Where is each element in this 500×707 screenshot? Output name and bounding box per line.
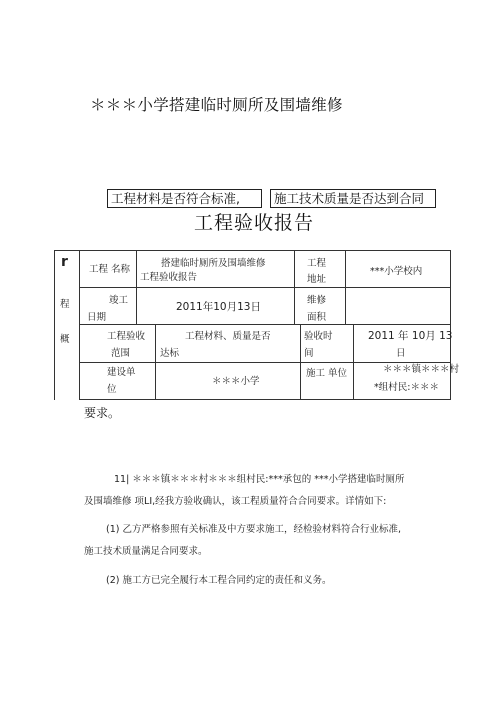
contractor-value-line2: *组村民:＊＊＊ <box>374 382 439 393</box>
repair-area-label-line2: 面积 <box>307 312 327 323</box>
project-address-value: ***小学校内 <box>370 266 423 277</box>
completion-date-label-line1: 竣工 <box>109 295 129 306</box>
project-address-label-line2: 地址 <box>307 274 327 285</box>
project-name-value-line2: 工程验收报告 <box>140 272 198 283</box>
project-name-label: 工程 名称 <box>89 264 131 275</box>
report-title: 工程验收报告 <box>194 212 315 234</box>
requirement-text: 要求。 <box>84 406 121 420</box>
owner-unit-label-line2: 位 <box>107 384 117 395</box>
completion-date-value: 2011年10月13日 <box>176 301 261 313</box>
table-column-divider <box>300 324 301 362</box>
acceptance-time-value-line1: 2011 年 10月 13 <box>368 330 453 342</box>
table-border-left <box>54 250 55 400</box>
acceptance-scope-value-line1: 工程材料、质量是否 <box>185 331 271 342</box>
table-column-divider <box>294 250 295 325</box>
acceptance-time-value-line2: 日 <box>396 348 406 359</box>
acceptance-time-label-line1: 验收时 <box>304 331 333 342</box>
material-standard-box: 工程材料是否符合标准, <box>107 189 262 208</box>
completion-date-label-line2: 日期 <box>87 312 107 323</box>
table-column-divider <box>345 250 346 325</box>
table-border-right <box>450 250 451 400</box>
paragraph-3-line-1: (2) 施工方已完全履行本工程合同约定的责任和义务。 <box>106 575 332 586</box>
table-column-divider <box>79 250 80 400</box>
project-address-label-line1: 工程 <box>307 258 327 269</box>
project-name-value-line1: 搭建临时厕所及围墙维修 <box>161 258 266 269</box>
document-title: ＊＊＊小学搭建临时厕所及围墙维修 <box>90 96 343 114</box>
contractor-value-line1: ＊＊＊镇＊＊＊村 <box>383 364 460 375</box>
table-column-divider <box>300 362 301 400</box>
acceptance-scope-value-line2: 达标 <box>160 348 180 359</box>
table-column-divider <box>155 324 156 362</box>
table-border-top <box>54 250 450 251</box>
side-label-cheng: 程 <box>60 299 70 310</box>
repair-area-label-line1: 维修 <box>307 295 327 306</box>
table-column-divider <box>155 362 156 400</box>
paragraph-1-line-2: 及围墙维修 项LI,经我方验收确认，该工程质量符合合同要求。详情如下: <box>84 496 387 507</box>
table-column-divider <box>353 362 354 400</box>
owner-unit-label-line1: 建设单 <box>107 367 136 378</box>
table-column-divider <box>353 324 354 362</box>
paragraph-1-line-1: 11| ＊＊＊镇＊＊＊村＊＊＊组村民:***承包的 ***小学搭建临时厕所 <box>114 474 405 485</box>
paragraph-2-line-2: 施工技术质量满足合同要求。 <box>84 546 208 557</box>
contractor-label: 施工 单位 <box>306 368 348 379</box>
table-row-divider <box>79 324 450 325</box>
table-border-bottom <box>79 399 450 400</box>
side-label-r: r <box>61 254 68 270</box>
table-column-divider <box>136 250 137 325</box>
acceptance-time-label-line2: 间 <box>304 348 314 359</box>
owner-unit-value: ＊＊＊小学 <box>212 376 260 387</box>
technical-quality-box: 施工技术质量是否达到合同 <box>270 189 436 208</box>
acceptance-scope-label-line2: 范围 <box>111 348 131 359</box>
side-label-gai: 概 <box>60 334 70 345</box>
table-row-divider <box>79 287 450 288</box>
acceptance-scope-label-line1: 工程验收 <box>107 331 146 342</box>
paragraph-2-line-1: (1) 乙方严格参照有关标准及中方要求施工，经检验材料符合行业标准, <box>106 524 401 535</box>
